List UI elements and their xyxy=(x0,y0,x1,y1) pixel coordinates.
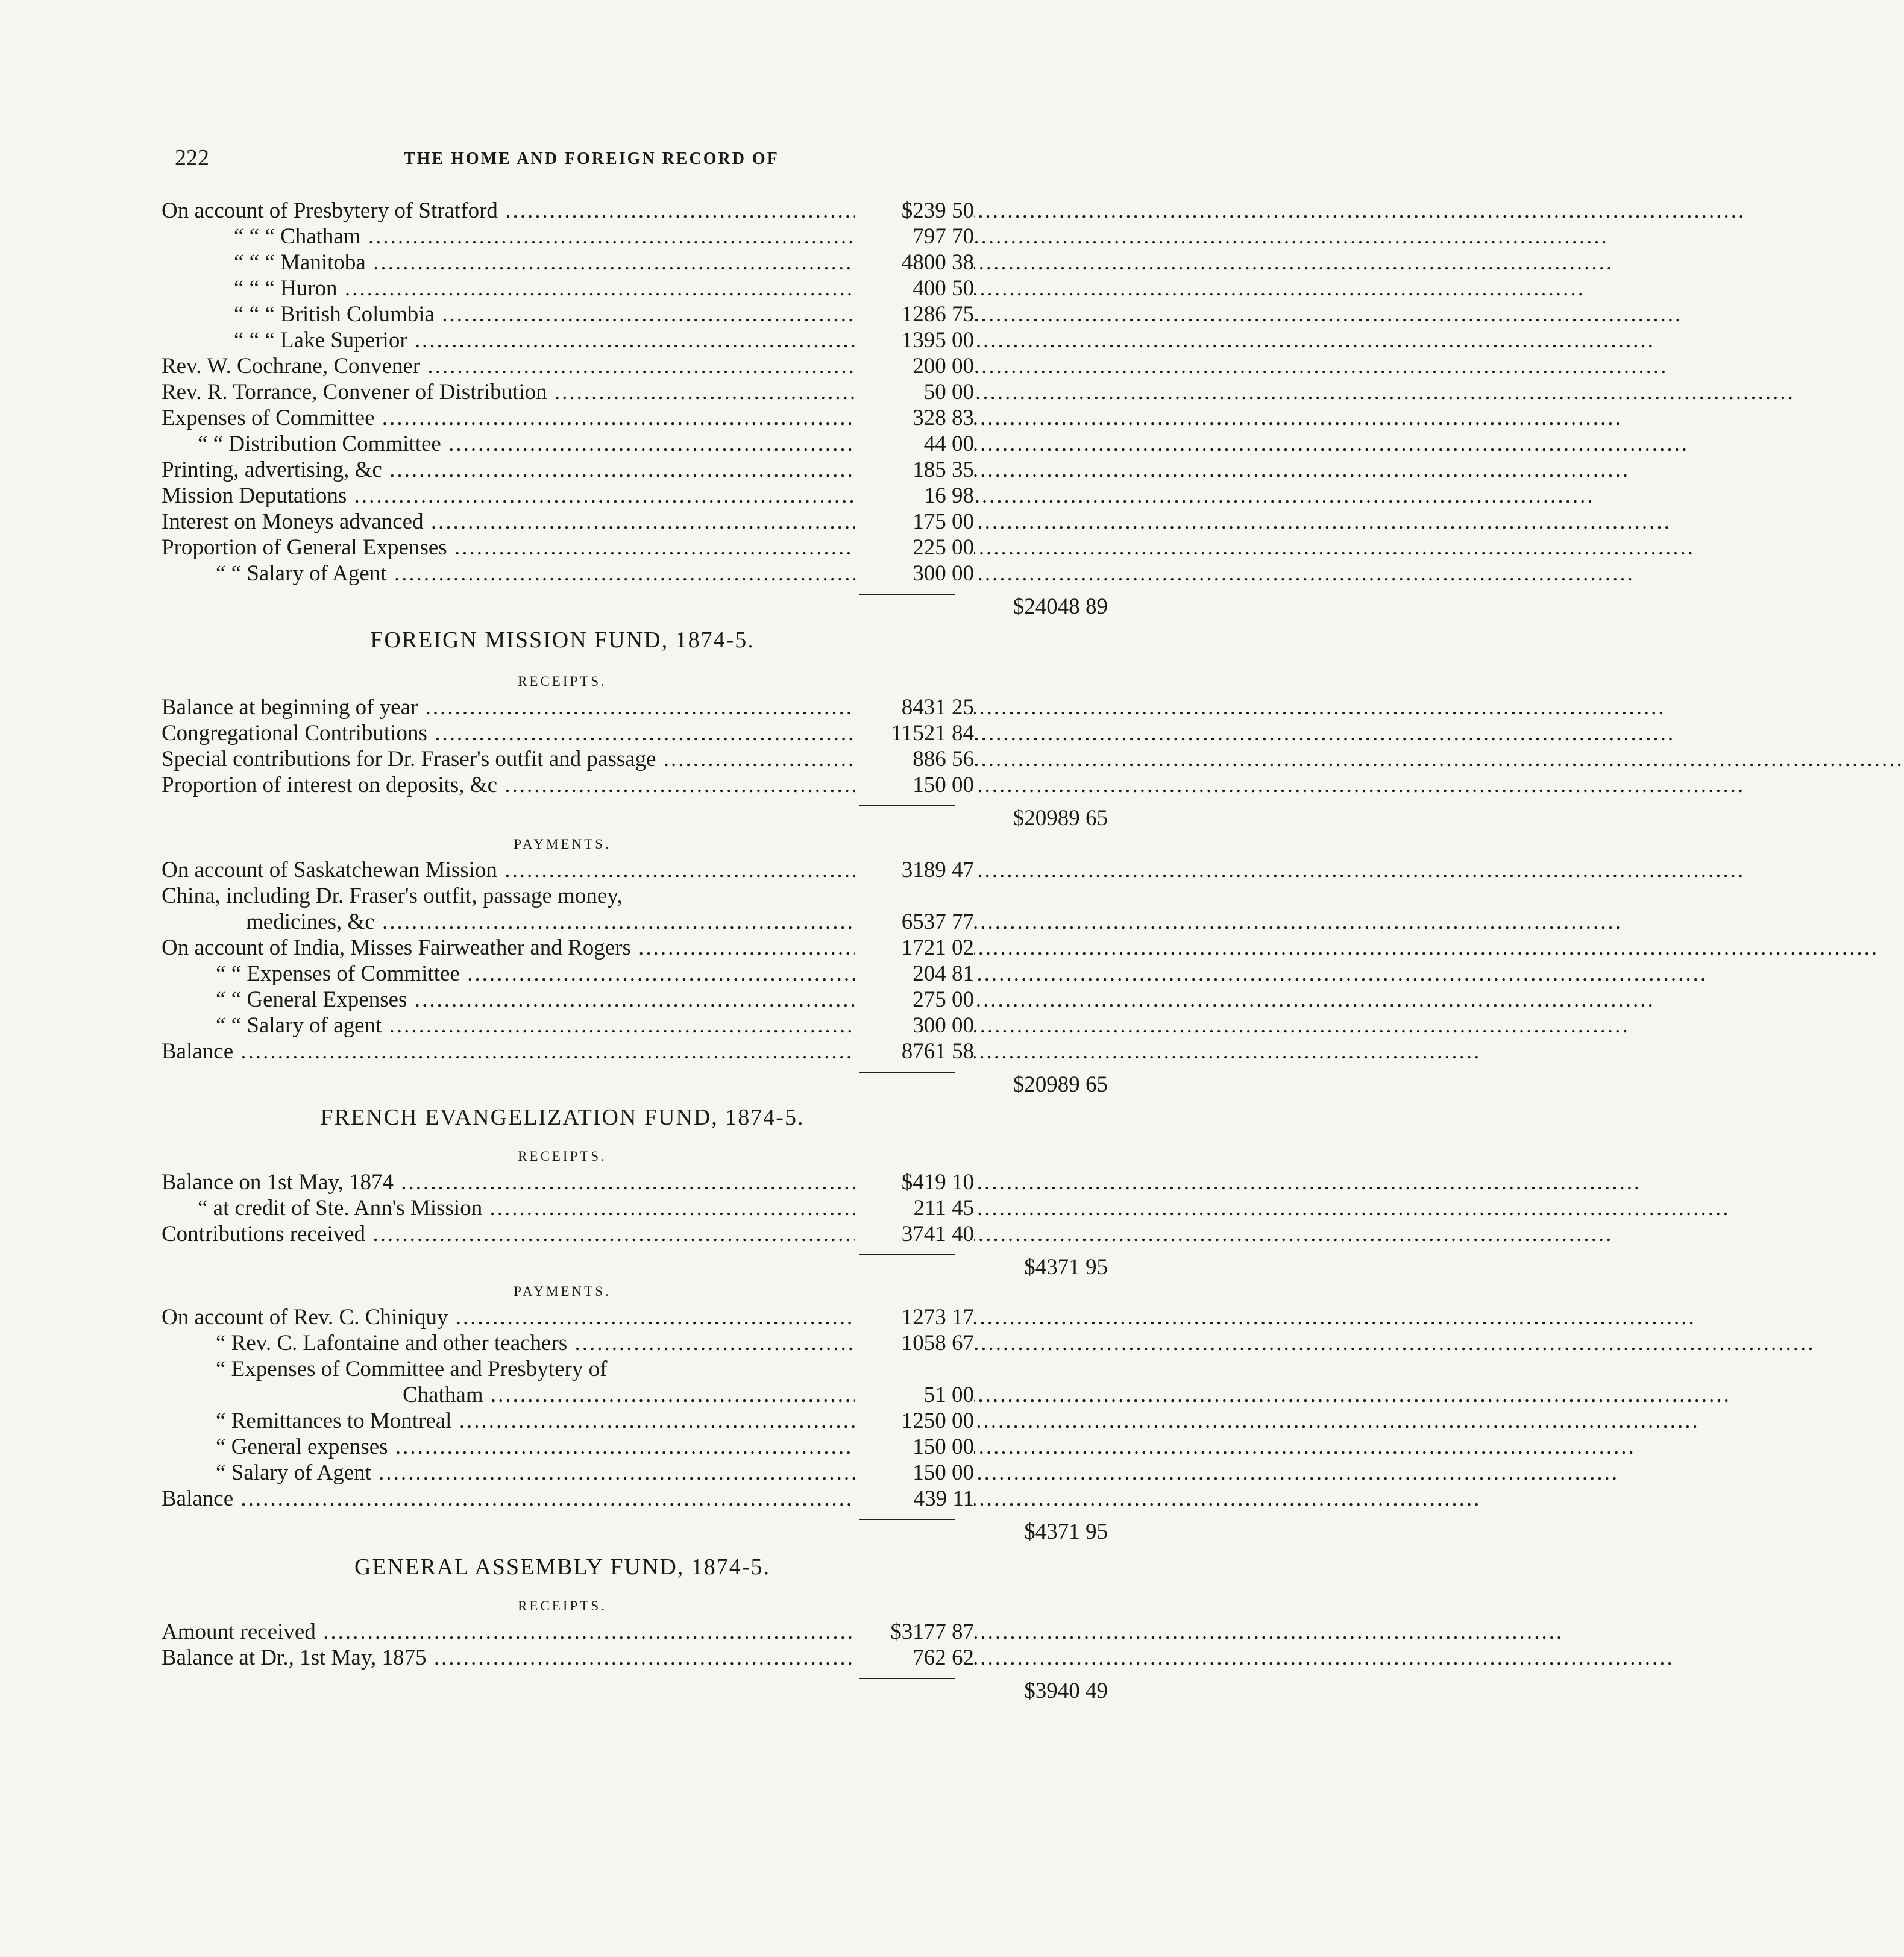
ledger-line: On account of Rev. C. Chiniquy ..... 1273 17 xyxy=(162,1304,963,1330)
foreign-payments-table xyxy=(162,857,1108,1097)
ledger-line: Expenses of Committee ..... 328 83 xyxy=(162,405,963,431)
total-rule-line xyxy=(859,1072,955,1073)
total-rule-line xyxy=(859,805,955,806)
total-rule-line xyxy=(859,1254,955,1255)
foreign-receipts-heading: RECEIPTS. xyxy=(518,674,607,689)
receipts-total: $20989 65 xyxy=(1013,806,1108,831)
page-number: 222 xyxy=(175,145,209,171)
ledger-line: On account of Presbytery of Stratford ..... $239 50 xyxy=(162,198,963,224)
ledger-line: “ at credit of Ste. Ann's Mission ..... 211 45 xyxy=(162,1195,963,1221)
section-total: $24048 89 xyxy=(1013,594,1108,619)
ledger-line: “ “ “ Manitoba ..... 4800 38 xyxy=(162,250,963,275)
total-rule-line xyxy=(859,594,955,595)
ledger-line: Congregational Contributions ..... 11521 84 xyxy=(162,720,963,746)
ledger-line: Balance at beginning of year ..... 8431 25 xyxy=(162,694,963,720)
ledger-line: “ Remittances to Montreal ..... 1250 00 xyxy=(162,1408,963,1434)
ledger-line: “ General expenses ..... 150 00 xyxy=(162,1434,963,1460)
ledger-line: Amount received ..... $3177 87 xyxy=(162,1619,963,1645)
ledger-line: “ “ “ Lake Superior ..... 1395 00 xyxy=(162,327,963,353)
ledger-line: Balance ..... 8761 58 xyxy=(162,1038,963,1064)
continued-expenditure-table xyxy=(162,198,1108,619)
french-payments-table xyxy=(162,1304,1108,1544)
ledger-line: “ “ Salary of agent ..... 300 00 xyxy=(162,1013,963,1038)
ledger-line: Balance ..... 439 11 xyxy=(162,1486,963,1512)
ledger-line: “ “ General Expenses ..... 275 00 xyxy=(162,987,963,1013)
french-fund-title: FRENCH EVANGELIZATION FUND, 1874-5. xyxy=(320,1105,805,1130)
total-rule-line xyxy=(859,1519,955,1520)
ledger-line: “ Rev. C. Lafontaine and other teachers ..... 1058 67 xyxy=(162,1330,963,1356)
total-row xyxy=(162,1671,1108,1703)
total-row xyxy=(162,586,1108,619)
ledger-line: Mission Deputations ..... 16 98 xyxy=(162,483,963,509)
foreign-receipts-table xyxy=(162,694,1108,831)
ledger-line: “ “ Salary of Agent ..... 300 00 xyxy=(162,561,963,586)
french-receipts-table xyxy=(162,1169,1108,1280)
ledger-line: Proportion of interest on deposits, &c ..... 150 00 xyxy=(162,772,963,798)
ledger-line: medicines, &c ..... 6537 77 xyxy=(162,909,963,935)
ledger-line: On account of Saskatchewan Mission ..... 3189 47 xyxy=(162,857,963,883)
receipts-total: $3940 49 xyxy=(1024,1679,1108,1703)
ledger-line: Interest on Moneys advanced ..... 175 00 xyxy=(162,509,963,535)
receipts-total: $4371 95 xyxy=(1024,1255,1108,1280)
ledger-line: Rev. R. Torrance, Convener of Distribution ..... 50 00 xyxy=(162,379,963,405)
ledger-line: On account of India, Misses Fairweather and Rogers ..... 1721 02 xyxy=(162,935,963,961)
assembly-receipts-heading: RECEIPTS. xyxy=(518,1598,607,1613)
ledger-line: “ “ “ Chatham ..... 797 70 xyxy=(162,224,963,250)
french-payments-heading: PAYMENTS. xyxy=(514,1284,611,1299)
foreign-fund-title: FOREIGN MISSION FUND, 1874-5. xyxy=(370,627,755,653)
total-row xyxy=(162,1512,1108,1544)
assembly-fund-title: GENERAL ASSEMBLY FUND, 1874-5. xyxy=(354,1554,770,1580)
ledger-line: Balance at Dr., 1st May, 1875 ..... 762 62 xyxy=(162,1645,963,1671)
running-head xyxy=(175,145,952,175)
ledger-line: “ “ “ Huron ..... 400 50 xyxy=(162,275,963,301)
ledger-line: Contributions received ..... 3741 40 xyxy=(162,1221,963,1247)
ledger-line: “ Expenses of Committee and Presbytery of xyxy=(216,1357,608,1381)
ledger-line: Balance on 1st May, 1874 ..... $419 10 xyxy=(162,1169,963,1195)
total-row xyxy=(162,798,1108,831)
foreign-payments-heading: PAYMENTS. xyxy=(514,837,611,852)
total-row xyxy=(162,1247,1108,1280)
total-row xyxy=(162,1064,1108,1097)
ledger-line: Printing, advertising, &c ..... 185 35 xyxy=(162,457,963,483)
ledger-line: Proportion of General Expenses ..... 225 00 xyxy=(162,535,963,561)
ledger-line: “ “ “ British Columbia ..... 1286 75 xyxy=(162,301,963,327)
ledger-line: “ “ Distribution Committee ..... 44 00 xyxy=(162,431,963,457)
ledger-line: “ “ Expenses of Committee ..... 204 81 xyxy=(162,961,963,987)
ledger-line: Special contributions for Dr. Fraser's outfit and passage ..... 886 56 xyxy=(162,746,963,772)
payments-total: $20989 65 xyxy=(1013,1072,1108,1097)
payments-total: $4371 95 xyxy=(1024,1519,1108,1544)
running-title: THE HOME AND FOREIGN RECORD OF xyxy=(404,149,779,168)
ledger-line: China, including Dr. Fraser's outfit, passage money, xyxy=(162,884,623,908)
french-receipts-heading: RECEIPTS. xyxy=(518,1149,607,1164)
assembly-receipts-table xyxy=(162,1619,1108,1703)
total-rule-line xyxy=(859,1678,955,1679)
ledger-line: “ Salary of Agent ..... 150 00 xyxy=(162,1460,963,1486)
ledger-line: Rev. W. Cochrane, Convener ..... 200 00 xyxy=(162,353,963,379)
ledger-line: Chatham ..... 51 00 xyxy=(162,1382,963,1408)
